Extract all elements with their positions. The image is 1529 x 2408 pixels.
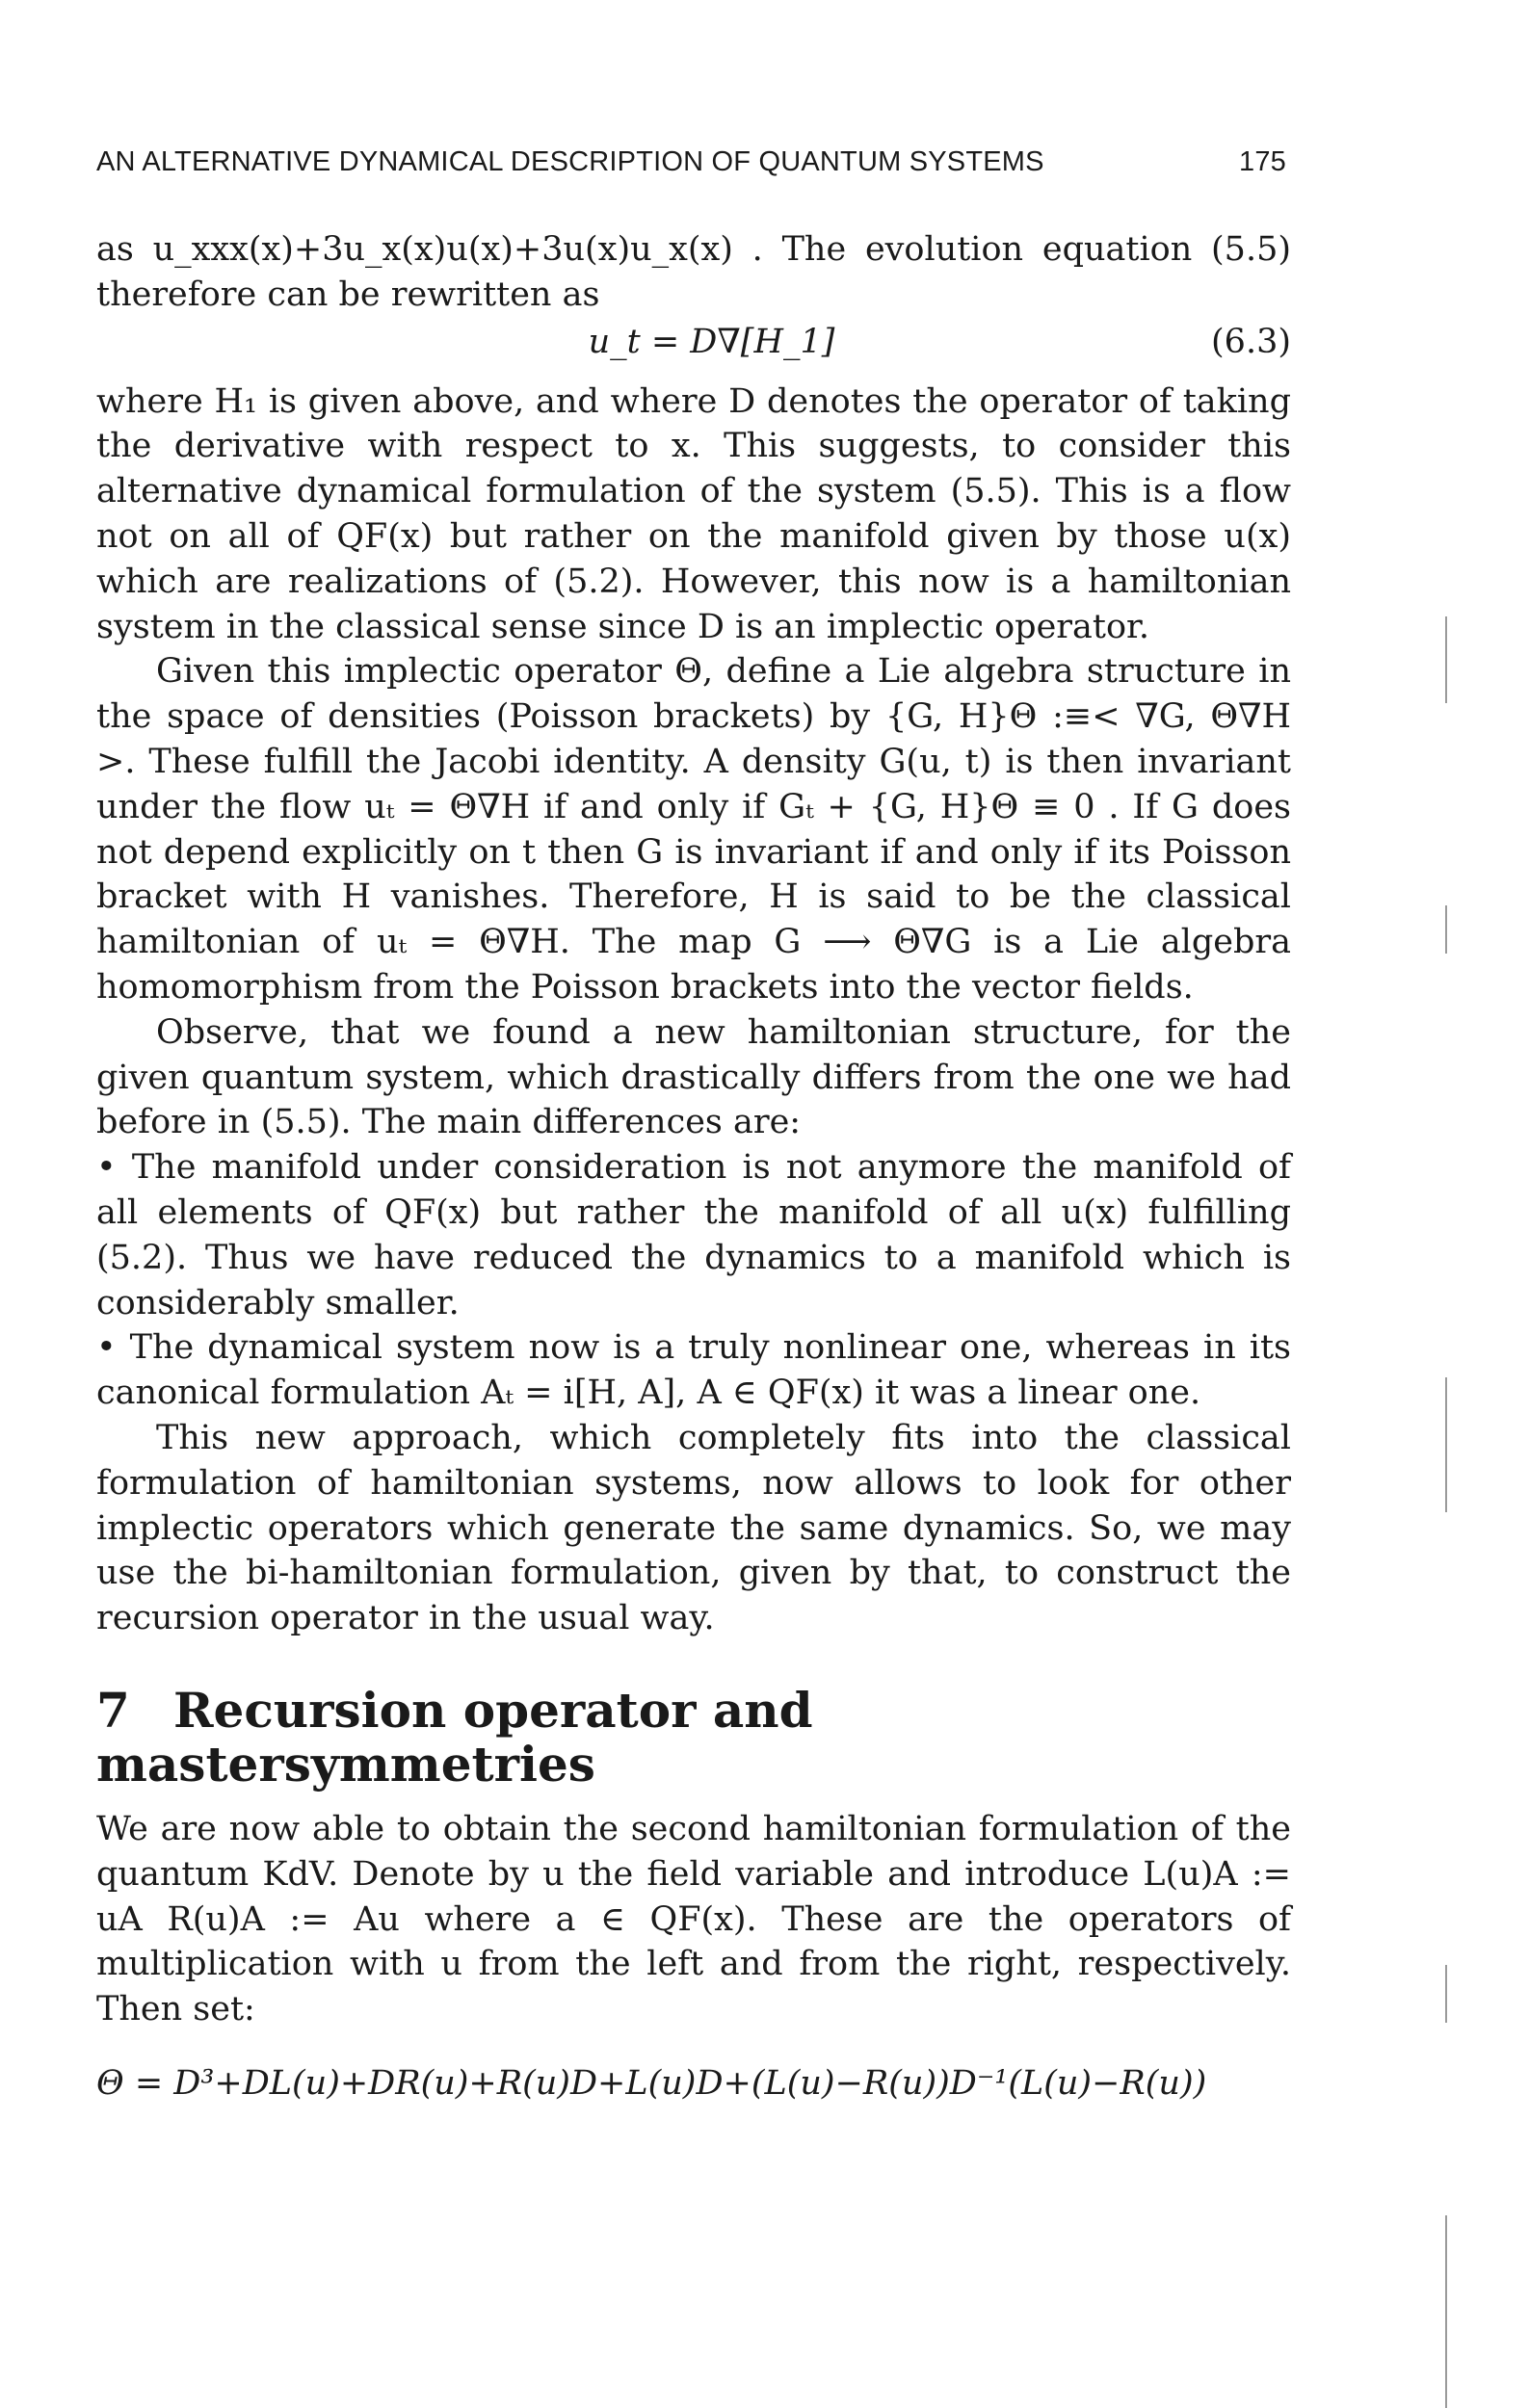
paragraph-2: where H₁ is given above, and where D denotes the operator of taking the derivative with respect to x. This suggests, to consider this alternative dynamical formulation of the system (5.5). This is a flow not on all of QF(x) but rather on the manifold given by those u(x) which are realizations of (5.2). However, this now is a hamiltonian system in the classical sense since D is an implectic operator. [96, 381, 1291, 646]
running-title: AN ALTERNATIVE DYNAMICAL DESCRIPTION OF QUANTUM SYSTEMS [96, 146, 1044, 177]
paragraph-4: Observe, that we found a new hamiltonian structure, for the given quantum system, which drastically differs from the one we had before in (5.5). The main differences are: [96, 1012, 1291, 1142]
section-title: Recursion operator and mastersymmetries [96, 1681, 813, 1793]
equation-6-3-formula: u_t = D∇[H_1] [588, 322, 835, 361]
equation-6-3-label: (6.3) [1211, 322, 1291, 361]
theta-equation: Θ = D³+DL(u)+DR(u)+R(u)D+L(u)D+(L(u)−R(u))D⁻¹(L(u)−R(u)) [96, 2063, 1207, 2103]
bullet-item-2: • The dynamical system now is a truly nonlinear one, whereas in its canonical formulation Aₜ = i[H, A], A ∈ QF(x) it was a linear one. [96, 1328, 1291, 1413]
body-text [96, 227, 1291, 2107]
running-header [96, 146, 1286, 178]
equation-6-3 [96, 320, 1291, 374]
page-number: 175 [1239, 146, 1286, 177]
paragraph-1: as u_xxx(x)+3u_x(x)u(x)+3u(x)u_x(x) . The evolution equation (5.5) therefore can be rewritten as [96, 230, 1291, 314]
section-number: 7 [96, 1681, 130, 1739]
paragraph-3: Given this implectic operator Θ, define a Lie algebra structure in the space of densities (Poisson brackets) by {G, H}Θ :≡< ∇G, Θ∇H >. These fulfill the Jacobi identity. A density G(u, t) is then invariant under the flow uₜ = Θ∇H if and only if Gₜ + {G, H}Θ ≡ 0 . If G does not depend explicitly on t then G is invariant if and only if its Poisson bracket with H vanishes. Therefore, H is said to be the classical hamiltonian of uₜ = Θ∇H. The map G ⟶ Θ∇G is a Lie algebra homomorphism from the Poisson brackets into the vector fields. [96, 652, 1291, 1007]
paragraph-6: We are now able to obtain the second hamiltonian formulation of the quantum KdV. Denote by u the field variable and introduce L(u)A := uA R(u)A := Au where a ∈ QF(x). These are the operators of multiplication with u from the left and from the right, respectively. Then set: [96, 1809, 1291, 2029]
bullet-item-1: • The manifold under consideration is not anymore the manifold of all elements of QF(x) but rather the manifold of all u(x) fulfilling (5.2). Thus we have reduced the dynamics to a manifold which is considerably smaller. [96, 1148, 1291, 1322]
scan-margin-artifact [1445, 173, 1449, 2196]
section-heading [96, 1681, 1291, 1793]
paragraph-5: This new approach, which completely fits into the classical formulation of hamiltonian systems, now allows to look for other implectic operators which generate the same dynamics. So, we may use the bi-hamiltonian formulation, given by that, to construct the recursion operator in the usual way. [96, 1418, 1291, 1638]
